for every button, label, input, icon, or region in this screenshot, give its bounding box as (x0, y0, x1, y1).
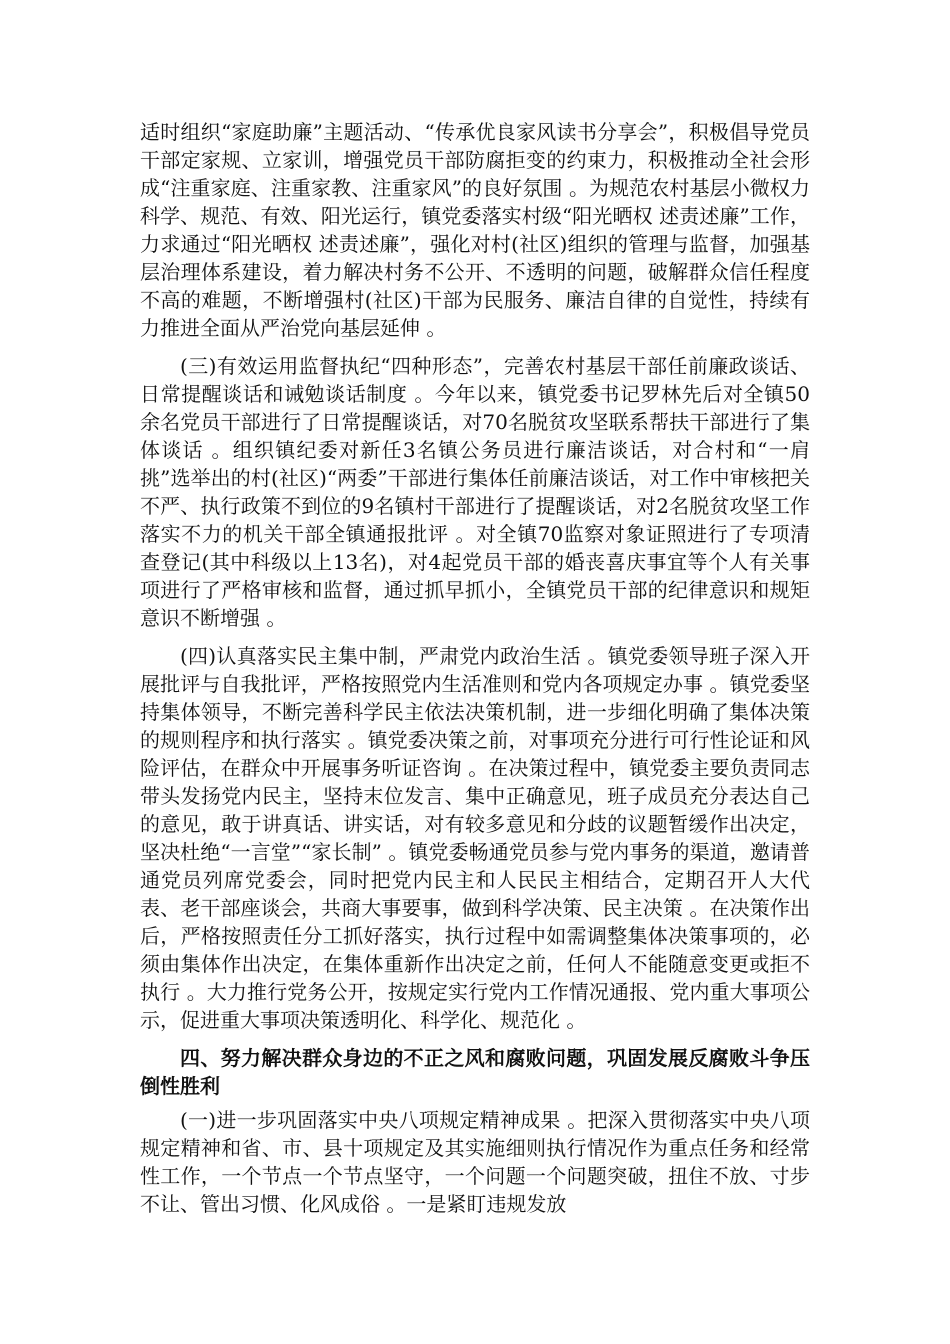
paragraph-four-forms-supervision: (三)有效运用监督执纪“四种形态”，完善农村基层干部任前廉政谈话、日常提醒谈话和诫勉谈话制度 。今年以来，镇党委书记罗林先后对全镇50余名党员干部进行了日常提醒谈话，对70名脱贫攻坚联系帮扶干部进行了集体谈话 。组织镇纪委对新任3名镇公务员进行廉洁谈话，对合村和“一肩挑”选举出的村(社区)“两委”干部进行集体任前廉洁谈话，对工作中审核把关不严、执行政策不到位的9名镇村干部进行了提醒谈话，对2名脱贫攻坚工作落实不力的机关干部全镇通报批评 。对全镇70监察对象证照进行了专项清查登记(其中科级以上13名)，对4起党员干部的婚丧喜庆事宜等个人有关事项进行了严格审核和监督，通过抓早抓小，全镇党员干部的纪律意识和规矩意识不断增强 。 (140, 354, 810, 630)
paragraph-eight-regulations: (一)进一步巩固落实中央八项规定精神成果 。把深入贯彻落实中央八项规定精神和省、市、县十项规定及其实施细则执行情况作为重点任务和经常性工作，一个节点一个节点坚守，一个问题一个问题突破，扭住不放、寸步不让、管出习惯、化风成俗 。一是紧盯违规发放 (140, 1108, 810, 1216)
paragraph-democratic-centralism: (四)认真落实民主集中制，严肃党内政治生活 。镇党委领导班子深入开展批评与自我批评，严格按照党内生活准则和党内各项规定办事 。镇党委坚持集体领导，不断完善科学民主依法决策机制，进一步细化明确了集体决策的规则程序和执行落实 。镇党委决策之前，对事项充分进行可行性论证和风险评估，在群众中开展事务听证咨询 。在决策过程中，镇党委主要负责同志带头发扬党内民主，坚持末位发言、集中正确意见，班子成员充分表达自己的意见，敢于讲真话、讲实话，对有较多意见和分歧的议题暂缓作出决定，坚决杜绝“一言堂”“家长制” 。镇党委畅通党员参与党内事务的渠道，邀请普通党员列席党委会，同时把党内民主和人民民主相结合，定期召开人大代表、老干部座谈会，共商大事要事，做到科学决策、民主决策 。在决策作出后，严格按照责任分工抓好落实，执行过程中如需调整集体决策事项的，必须由集体作出决定，在集体重新作出决定之前，任何人不能随意变更或拒不执行 。大力推行党务公开，按规定实行党内工作情况通报、党内重大事项公示，促进重大事项决策透明化、科学化、规范化 。 (140, 644, 810, 1032)
paragraph-gap (140, 632, 810, 642)
section-heading-four: 四、努力解决群众身边的不正之风和腐败问题，巩固发展反腐败斗争压倒性胜利 (140, 1046, 810, 1098)
document-page (140, 118, 810, 1218)
paragraph-gap (140, 1034, 810, 1044)
paragraph-gap (140, 342, 810, 352)
paragraph-family-integrity: 适时组织“家庭助廉”主题活动、“传承优良家风读书分享会”，积极倡导党员干部定家规、立家训，增强党员干部防腐拒变的约束力，积极推动全社会形成“注重家庭、注重家教、注重家风”的良好氛围 。为规范农村基层小微权力科学、规范、有效、阳光运行，镇党委落实村级“阳光晒权 述责述廉”工作，力求通过“阳光晒权 述责述廉”，强化对村(社区)组织的管理与监督，加强基层治理体系建设，着力解决村务不公开、不透明的问题，破解群众信任程度不高的难题，不断增强村(社区)干部为民服务、廉洁自律的自觉性，持续有力推进全面从严治党向基层延伸 。 (140, 120, 810, 340)
